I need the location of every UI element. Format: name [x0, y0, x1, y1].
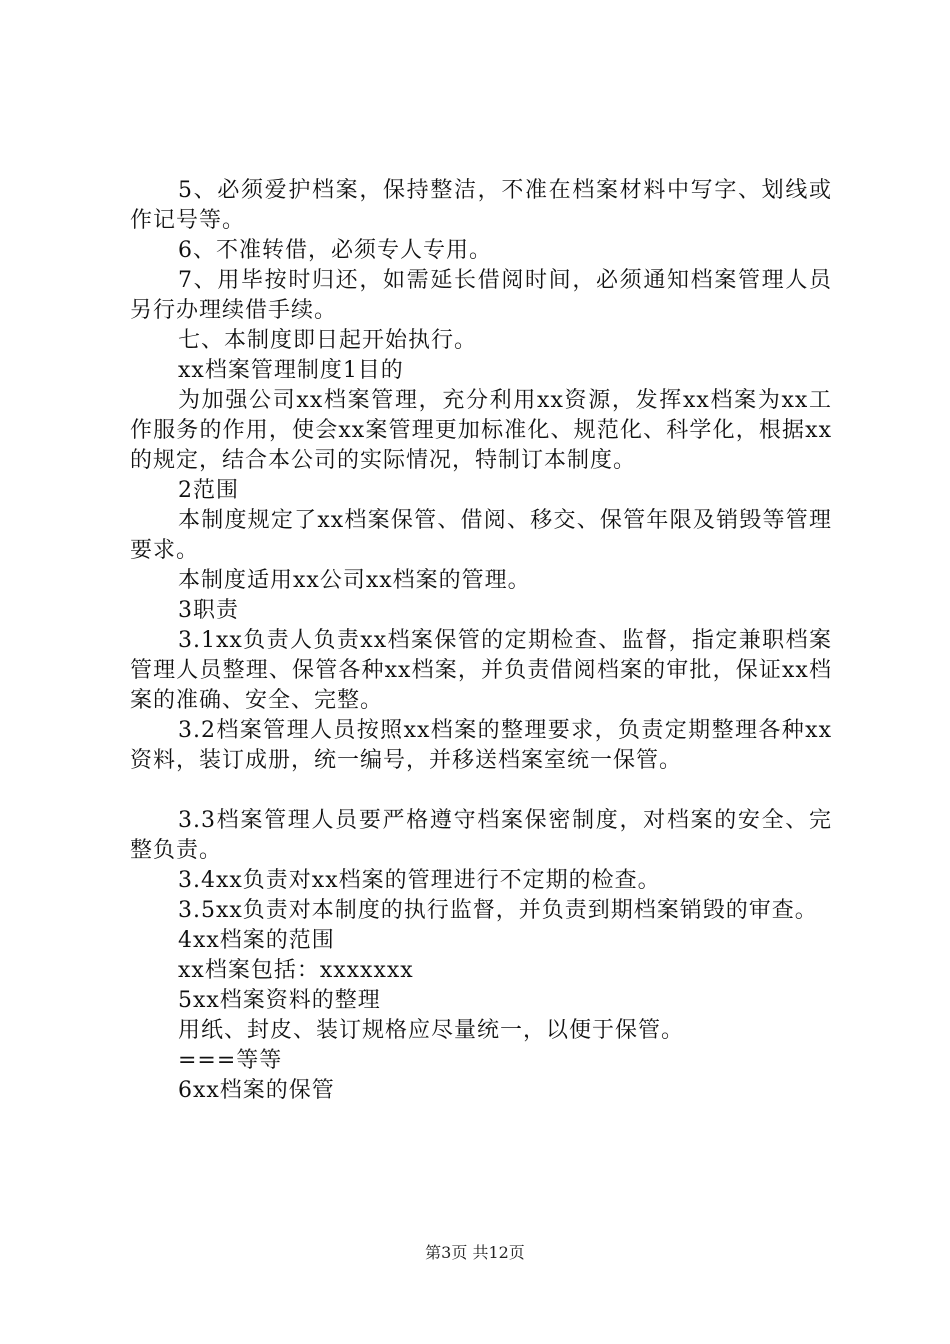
blank-line: [130, 776, 832, 806]
paragraph-archive-includes: xx档案包括：xxxxxxx: [178, 958, 414, 983]
paragraph-rule-6: 6、不准转借，必须专人专用。: [178, 238, 492, 263]
paragraph-scope-1: 本制度规定了xx档案保管、借阅、移交、保管年限及销毁等管理要求。: [130, 508, 832, 563]
paragraph-duty-3-1: 3.1xx负责人负责xx档案保管的定期检查、监督，指定兼职档案管理人员整理、保管各种xx档案，并负责借阅档案的审批，保证xx档案的准确、安全、完整。: [130, 628, 832, 713]
paragraph-etc: ===等等: [178, 1048, 283, 1073]
paragraph-rule-5: 5、必须爱护档案，保持整洁，不准在档案材料中写字、划线或作记号等。: [130, 178, 832, 233]
section-heading-scope: 2范围: [178, 478, 239, 503]
section-heading-purpose: xx档案管理制度1目的: [178, 358, 404, 383]
document-body: [130, 176, 832, 1106]
section-heading-archive-range: 4xx档案的范围: [178, 928, 335, 953]
paragraph-organizing: 用纸、封皮、装订规格应尽量统一，以便于保管。: [178, 1018, 685, 1043]
paragraph-scope-2: 本制度适用xx公司xx档案的管理。: [178, 568, 531, 593]
section-heading-storage: 6xx档案的保管: [178, 1078, 335, 1103]
paragraph-rule-7: 7、用毕按时归还，如需延长借阅时间，必须通知档案管理人员另行办理续借手续。: [130, 268, 832, 323]
paragraph-duty-3-5: 3.5xx负责对本制度的执行监督，并负责到期档案销毁的审查。: [178, 898, 818, 923]
paragraph-purpose: 为加强公司xx档案管理，充分利用xx资源，发挥xx档案为xx工作服务的作用，使会xx案管理更加标准化、规范化、科学化，根据xx的规定，结合本公司的实际情况，特制订本制度。: [130, 388, 832, 473]
page-number-footer: 第3页 共12页: [425, 1243, 525, 1262]
section-heading-organizing: 5xx档案资料的整理: [178, 988, 381, 1013]
paragraph-effective: 七、本制度即日起开始执行。: [178, 328, 478, 353]
paragraph-duty-3-2: 3.2档案管理人员按照xx档案的整理要求，负责定期整理各种xx资料，装订成册，统一编号，并移送档案室统一保管。: [130, 718, 832, 773]
section-heading-duties: 3职责: [178, 598, 239, 623]
paragraph-duty-3-3: 3.3档案管理人员要严格遵守档案保密制度，对档案的安全、完整负责。: [130, 808, 832, 863]
paragraph-duty-3-4: 3.4xx负责对xx档案的管理进行不定期的检查。: [178, 868, 661, 893]
